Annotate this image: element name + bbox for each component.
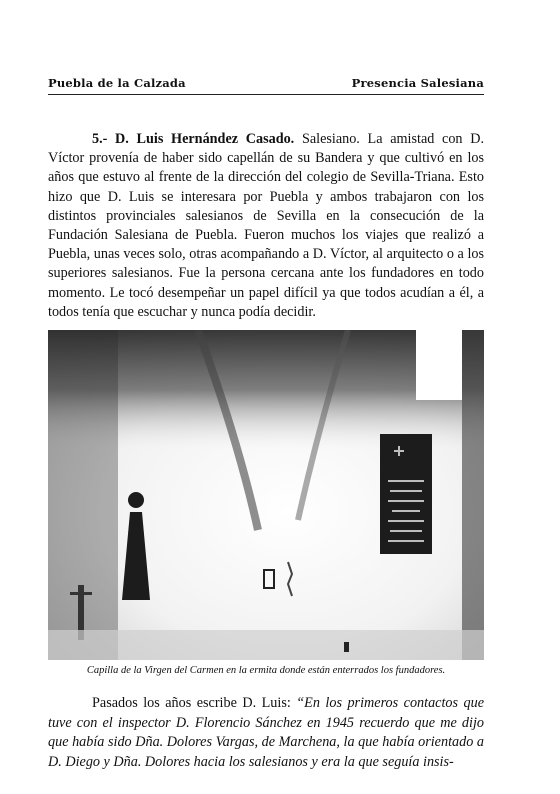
quote-lead: Pasados los años escribe D. Luis: xyxy=(92,695,297,711)
quote-text: “En los primeros contactos que tuve con el inspector D. Florencio Sánchez en 1945 recuerdo que me dijo que había sido Dña. Dolores Vargas, de Marchena, la que había orientado a D. Diego y Dña. Dolores hacia los salesianos y era la que seguía insis- xyxy=(48,695,484,770)
running-header xyxy=(48,72,484,95)
chapel-photo-illustration xyxy=(48,330,484,660)
header-chapter-title: Presencia Salesiana xyxy=(351,76,484,90)
section-paragraph xyxy=(48,130,484,322)
section-body xyxy=(48,130,484,322)
quote-paragraph xyxy=(48,694,484,772)
section-body-continued xyxy=(48,694,484,772)
section-heading: 5.- D. Luis Hernández Casado. xyxy=(92,131,295,147)
chapel-photo xyxy=(48,330,484,660)
header-book-title: Puebla de la Calzada xyxy=(48,76,186,90)
section-text: Salesiano. La amistad con D. Víctor provenía de haber sido capellán de su Bandera y que cultivó en los años que estuvo al frente de la dirección del colegio de Sevilla-Triana. Esto hizo que D. Luis se interesara por Puebla y ambos trabajaron con los distintos provinciales salesianos de Sevilla en la consecución de la Fundación Salesiana de Puebla. Fueron muchos los viajes que realizó a Puebla, unas veces solo, otras acompañando a D. Víctor, al arquitecto o a los superiores salesianos. Fue la persona cercana ante los fundadores en todo momento. Le tocó desempeñar un papel difícil ya que todos acudían a él, a todos tenía que escuchar y nunca podía decidir. xyxy=(48,131,485,320)
photo-caption: Capilla de la Virgen del Carmen en la ermita donde están enterrados los fundadores. xyxy=(86,665,446,676)
